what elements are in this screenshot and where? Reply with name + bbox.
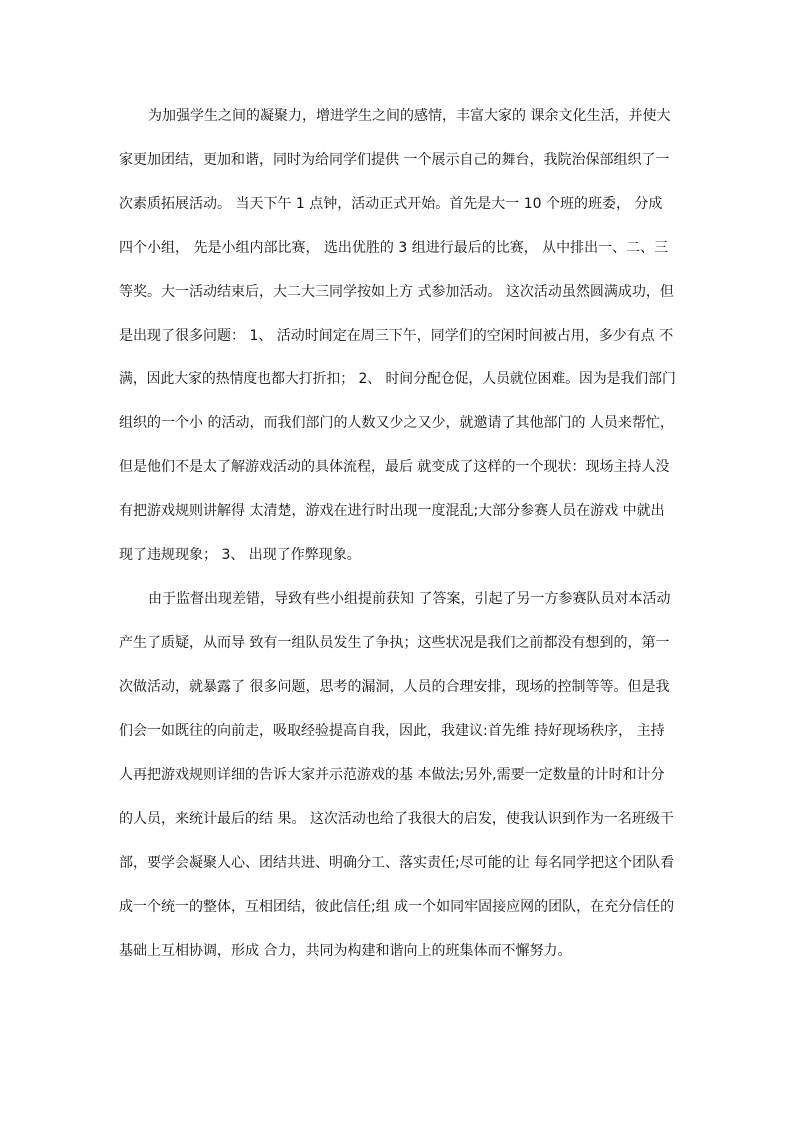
paragraph-1-line-5: 等奖。大一活动结束后，大二大三同学按如上方 式参加活动。 这次活动虽然圆满成功，但 <box>119 284 674 300</box>
paragraph-1-line-1: 为加强学生之间的凝聚力，增进学生之间的感情，丰富大家的 课余文化生活，并使大 <box>148 108 671 124</box>
paragraph-2-line-9: 基础上互相协调，形成 合力，共同为构建和谐向上的班集体而不懈努力。 <box>119 943 572 959</box>
paragraph-2-line-1: 由于监督出现差错，导致有些小组提前获知 了答案，引起了另一方参赛队员对本活动 <box>148 591 671 607</box>
paragraph-1-line-8: 组织的一个小 的活动，而我们部门的人数又少之又少，就邀请了其他部门的 人员来帮忙， <box>119 415 674 431</box>
paragraph-1-line-6: 是出现了很多问题： 1、 活动时间定在周三下午，同学们的空闲时间被占用，多少有点 不 <box>119 328 674 344</box>
paragraph-1-line-2: 家更加团结，更加和谐，同时为给同学们提供 一个展示自己的舞台，我院治保部组织了一 <box>119 152 670 168</box>
paragraph-2-line-8: 成一个统一的整体，互相团结，彼此信任;组 成一个如同牢固接应网的团队，在充分信任的 <box>119 899 675 915</box>
paragraph-2-line-3: 次做活动，就暴露了 很多问题，思考的漏洞，人员的合理安排，现场的控制等等。但是我 <box>119 679 670 695</box>
paragraph-1-line-7: 满，因此大家的热情度也都大打折扣； 2、 时间分配仓促，人员就位困难。因为是我们部门 <box>119 371 676 387</box>
paragraph-2-line-4: 们会一如既往的向前走，吸取经验提高自我，因此，我建议:首先维 持好现场秩序， 主持 <box>119 723 665 739</box>
paragraph-2-line-5: 人再把游戏规则详细的告诉大家并示范游戏的基 本做法;另外,需要一定数量的计时和计分 <box>119 767 665 783</box>
paragraph-2-line-6: 的人员，来统计最后的结 果。 这次活动也给了我很大的启发，使我认识到作为一名班级干 <box>119 811 674 827</box>
paragraph-1-line-10: 有把游戏规则讲解得 太清楚，游戏在进行时出现一度混乱;大部分参赛人员在游戏 中就出 <box>119 503 665 519</box>
paragraph-2-line-7: 部，要学会凝聚人心、团结共进、明确分工、落实责任;尽可能的让 每名同学把这个团队看 <box>119 855 675 871</box>
paragraph-1-line-11: 现了违规现象； 3、 出现了作弊现象。 <box>119 547 361 563</box>
paragraph-1-line-9: 但是他们不是太了解游戏活动的具体流程，最后 就变成了这样的一个现状：现场主持人没 <box>119 459 670 475</box>
paragraph-2-line-2: 产生了质疑，从而导 致有一组队员发生了争执；这些状况是我们之前都没有想到的，第一 <box>119 635 670 651</box>
paragraph-1-line-4: 四个小组， 先是小组内部比赛， 选出优胜的 3 组进行最后的比赛， 从中排出一、二、三 <box>119 240 669 256</box>
paragraph-1-line-3: 次素质拓展活动。 当天下午 1 点钟，活动正式开始。首先是大一 10 个班的班委， 分成 <box>119 196 663 212</box>
